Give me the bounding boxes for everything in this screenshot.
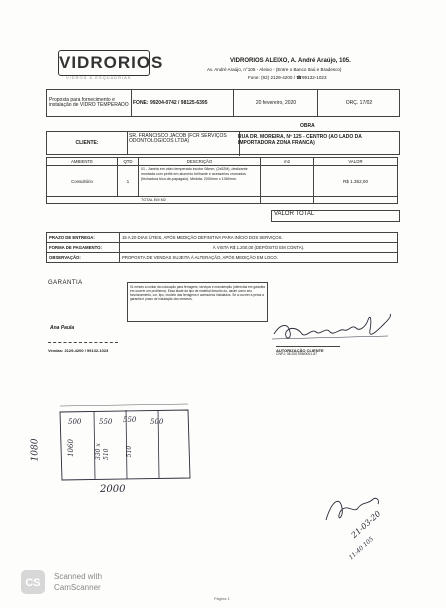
handwritten-extra: 11:40 105 [347, 535, 376, 562]
items-table [46, 157, 398, 204]
sketch-top-label-1: 500 [68, 418, 82, 426]
cell-qtd: 1 [118, 166, 139, 197]
proposal-title: Proposta para fornecimento e instalação de VIDRO TEMPERADO [47, 90, 132, 116]
cell-ambiente: Consultório [47, 166, 118, 197]
cell-valor: R$ 1.352,00 [314, 166, 398, 197]
sketch-top-label-2: 550 [99, 418, 113, 426]
sketch-inner-mid: 330 x 510 [95, 443, 110, 460]
total-m2-label: TOTAL EM M2 [47, 197, 261, 204]
col-qtd: QTD [118, 158, 139, 166]
sketch-top-label-4: 500 [150, 418, 164, 426]
company-name: VIDRORIOS ALEIXO, A. André Araújo, 105. [230, 58, 351, 64]
sketch-inner-right: 510 [126, 445, 134, 458]
client-name: SR. FRANCISCO JACOB (FCR SERVIÇOS ODONTOLOGICOS LTDA) [127, 132, 240, 156]
logo-subtitle: VIDROS & ESQUADRIAS [66, 75, 132, 80]
seller-name: Ana Paula [50, 325, 75, 331]
seller-signature-line [48, 342, 118, 343]
client-address: RUA DR. MOREIRA, Nº 125 - CENTRO (AO LADO DA IMPORTADORA ZONA FRANCA) [238, 134, 362, 146]
sketch-width-label: 2000 [100, 484, 126, 495]
condition-row [47, 243, 398, 253]
condition-key: OBSERVAÇÃO: [47, 253, 120, 263]
col-descricao: DESCRIÇÃO [139, 158, 261, 166]
condition-value: PROPOSTA DE VENDAS SUJEITA À ALTERAÇÃO, APÓS MEDIÇÃO EM LOCO. [120, 253, 398, 263]
camscanner-logo [20, 569, 46, 595]
camscanner-line2: CamScanner [54, 583, 101, 592]
company-phone: Fone: (92) 2129-4200 / ☎99132-1023 [248, 75, 327, 80]
condition-value: À VISTA R$ 1.200,00 (DEPÓSITO EM CONTA). [120, 243, 398, 253]
window-sketch [38, 398, 198, 498]
col-ambiente: AMBIENTE [47, 158, 118, 166]
client-auth-cnpj: CNPJ: 08.200.098/0001-87 [276, 352, 318, 356]
camscanner-line1: Scanned with [54, 572, 103, 581]
total-m2-value [261, 197, 314, 204]
seller-phone: Vendas: 2129-4200 / 99132-1023 [48, 348, 109, 353]
sketch-inner-left: 1060 [66, 439, 75, 457]
cell-descricao: 01 - Janela em vidro temperado incolor 08mm, (2x52M), deslizante montada com perfis em alumínio brilhante e acessórios cromados (fechadura bico-de-papagaio). Medida: 2000mm x 1080mm. [139, 166, 261, 197]
valor-total: VALOR TOTAL [271, 210, 400, 222]
client-signature [268, 306, 398, 348]
condition-row [47, 233, 398, 243]
cell-m2 [261, 166, 314, 197]
camscanner-watermark [54, 571, 102, 593]
page-number: Página 1 [214, 596, 230, 601]
condition-row [47, 253, 398, 263]
col-m2: m2 [261, 158, 314, 166]
client-box [46, 131, 400, 155]
company-logo: VIDRORIOS [58, 50, 150, 76]
total-m2-valor [314, 197, 398, 204]
proposal-fone: FONE: 99204-0742 / 98125-6395 [129, 90, 234, 116]
condition-key: PRAZO DE ENTREGA: [47, 233, 120, 243]
client-auth-label: AUTORIZAÇÃO CLIENTE [276, 346, 340, 353]
table-row [47, 166, 398, 197]
obra-label: OBRA [300, 123, 315, 129]
svg-text:CS: CS [25, 577, 41, 589]
garantia-label: GARANTIA [48, 280, 83, 286]
company-address: Av. André Araújo, n°105 - Aleixo - (Entre o Banco Itaú e Bradesco) [207, 67, 342, 72]
sketch-top-label-3: 550 [123, 416, 137, 424]
client-label: CLIENTE: [47, 132, 128, 154]
col-valor: VALOR [314, 158, 398, 166]
condition-key: FORMA DE PAGAMENTO: [47, 243, 120, 253]
proposal-box [46, 89, 400, 117]
conditions-table [46, 232, 398, 263]
garantia-text: 01 meses a contar da colocação para ferragens, serviços e manutenção (oferecida em garantia em ocorrer um problema). Essa idade da tipo de material descrito do, assim como seu funcionamento, cor, tipo, modelo das ferragens e acessórios instalados. Se a ocorrer a perca a garantia e prazo de instalação dos mesmos. [127, 282, 268, 322]
proposal-orc: ORÇ. 17/02 [345, 100, 373, 106]
proposal-date: 20 fevereiro, 2020 [235, 90, 318, 116]
condition-value: 15 A 20 DIAS ÚTEIS, APÓS MEDIÇÃO DEFINITIVA PARA INÍCIO DOS SERVIÇOS. [120, 233, 398, 243]
sketch-height-label: 1080 [30, 438, 41, 462]
handwritten-date: 21-03-20 [349, 509, 383, 540]
